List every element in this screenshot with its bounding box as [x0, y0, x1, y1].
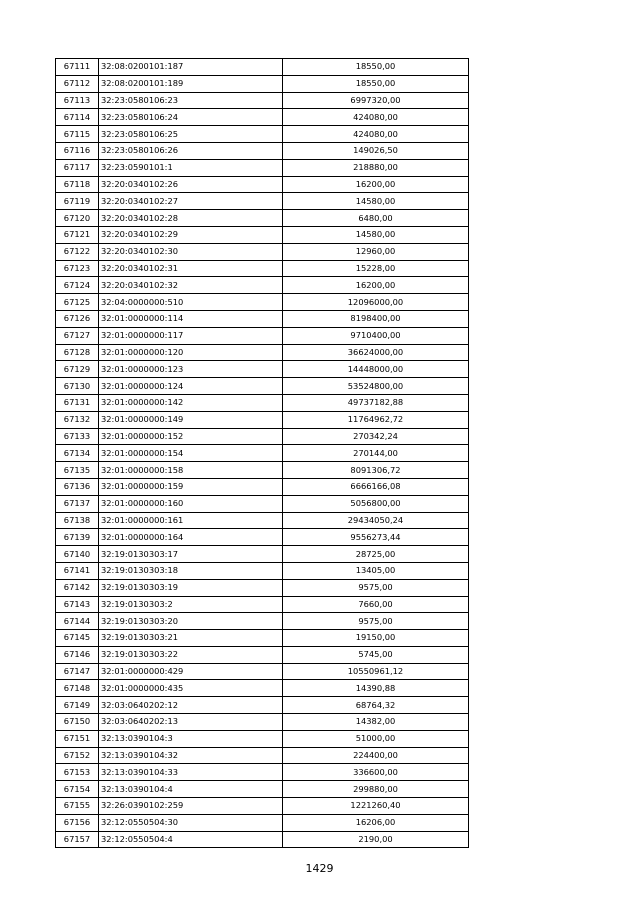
cadastral-number-cell: 32:23:0590101:1 — [99, 159, 283, 176]
value-cell: 18550,00 — [283, 59, 469, 76]
cadastral-number-cell: 32:13:0390104:3 — [99, 730, 283, 747]
table-row — [56, 478, 469, 495]
table-row — [56, 747, 469, 764]
cadastral-number-cell: 32:12:0550504:30 — [99, 814, 283, 831]
row-number-cell: 67115 — [56, 126, 99, 143]
cadastral-number-cell: 32:19:0130303:19 — [99, 579, 283, 596]
value-cell: 336600,00 — [283, 764, 469, 781]
table-row — [56, 697, 469, 714]
row-number-cell: 67137 — [56, 495, 99, 512]
table-row — [56, 445, 469, 462]
row-number-cell: 67111 — [56, 59, 99, 76]
cadastral-number-cell: 32:01:0000000:161 — [99, 512, 283, 529]
value-cell: 8198400,00 — [283, 310, 469, 327]
value-cell: 12960,00 — [283, 243, 469, 260]
cadastral-number-cell: 32:01:0000000:149 — [99, 411, 283, 428]
row-number-cell: 67135 — [56, 462, 99, 479]
row-number-cell: 67132 — [56, 411, 99, 428]
table-row — [56, 310, 469, 327]
table-row — [56, 646, 469, 663]
row-number-cell: 67148 — [56, 680, 99, 697]
row-number-cell: 67134 — [56, 445, 99, 462]
value-cell: 9575,00 — [283, 613, 469, 630]
table-row — [56, 243, 469, 260]
table-row — [56, 428, 469, 445]
row-number-cell: 67120 — [56, 210, 99, 227]
value-cell: 218880,00 — [283, 159, 469, 176]
cadastral-number-cell: 32:01:0000000:435 — [99, 680, 283, 697]
row-number-cell: 67133 — [56, 428, 99, 445]
cadastral-number-cell: 32:19:0130303:2 — [99, 596, 283, 613]
value-cell: 6997320,00 — [283, 92, 469, 109]
row-number-cell: 67138 — [56, 512, 99, 529]
table-row — [56, 226, 469, 243]
value-cell: 53524800,00 — [283, 378, 469, 395]
table-row — [56, 411, 469, 428]
row-number-cell: 67136 — [56, 478, 99, 495]
cadastral-number-cell: 32:01:0000000:158 — [99, 462, 283, 479]
cadastral-number-cell: 32:01:0000000:160 — [99, 495, 283, 512]
table-row — [56, 92, 469, 109]
cadastral-number-cell: 32:20:0340102:28 — [99, 210, 283, 227]
row-number-cell: 67128 — [56, 344, 99, 361]
data-table — [55, 58, 469, 848]
value-cell: 36624000,00 — [283, 344, 469, 361]
row-number-cell: 67147 — [56, 663, 99, 680]
value-cell: 15228,00 — [283, 260, 469, 277]
table-row — [56, 512, 469, 529]
row-number-cell: 67121 — [56, 226, 99, 243]
value-cell: 299880,00 — [283, 781, 469, 798]
value-cell: 18550,00 — [283, 75, 469, 92]
table-row — [56, 176, 469, 193]
cadastral-number-cell: 32:01:0000000:154 — [99, 445, 283, 462]
table-row — [56, 462, 469, 479]
table-row — [56, 764, 469, 781]
row-number-cell: 67127 — [56, 327, 99, 344]
row-number-cell: 67156 — [56, 814, 99, 831]
cadastral-number-cell: 32:20:0340102:27 — [99, 193, 283, 210]
cadastral-number-cell: 32:13:0390104:33 — [99, 764, 283, 781]
value-cell: 14580,00 — [283, 226, 469, 243]
table-row — [56, 529, 469, 546]
table-row — [56, 579, 469, 596]
table-row — [56, 714, 469, 731]
cadastral-number-cell: 32:01:0000000:429 — [99, 663, 283, 680]
table-row — [56, 109, 469, 126]
cadastral-number-cell: 32:01:0000000:120 — [99, 344, 283, 361]
cadastral-number-cell: 32:01:0000000:164 — [99, 529, 283, 546]
row-number-cell: 67142 — [56, 579, 99, 596]
table-row — [56, 562, 469, 579]
value-cell: 5056800,00 — [283, 495, 469, 512]
table-row — [56, 798, 469, 815]
cadastral-number-cell: 32:13:0390104:32 — [99, 747, 283, 764]
row-number-cell: 67153 — [56, 764, 99, 781]
cadastral-number-cell: 32:23:0580106:25 — [99, 126, 283, 143]
row-number-cell: 67140 — [56, 546, 99, 563]
cadastral-number-cell: 32:20:0340102:29 — [99, 226, 283, 243]
table-row — [56, 781, 469, 798]
value-cell: 19150,00 — [283, 630, 469, 647]
row-number-cell: 67139 — [56, 529, 99, 546]
table-row — [56, 546, 469, 563]
table-row — [56, 327, 469, 344]
cadastral-number-cell: 32:19:0130303:22 — [99, 646, 283, 663]
cadastral-number-cell: 32:26:0390102:259 — [99, 798, 283, 815]
page-number: 1429 — [305, 862, 334, 875]
row-number-cell: 67123 — [56, 260, 99, 277]
value-cell: 5745,00 — [283, 646, 469, 663]
cadastral-number-cell: 32:20:0340102:32 — [99, 277, 283, 294]
table-row — [56, 260, 469, 277]
table-row — [56, 596, 469, 613]
value-cell: 49737182,88 — [283, 394, 469, 411]
row-number-cell: 67152 — [56, 747, 99, 764]
value-cell: 11764962,72 — [283, 411, 469, 428]
cadastral-number-cell: 32:01:0000000:159 — [99, 478, 283, 495]
row-number-cell: 67116 — [56, 142, 99, 159]
row-number-cell: 67157 — [56, 831, 99, 848]
row-number-cell: 67145 — [56, 630, 99, 647]
table-row — [56, 663, 469, 680]
row-number-cell: 67129 — [56, 361, 99, 378]
row-number-cell: 67149 — [56, 697, 99, 714]
cadastral-number-cell: 32:01:0000000:124 — [99, 378, 283, 395]
cadastral-number-cell: 32:19:0130303:18 — [99, 562, 283, 579]
cadastral-number-cell: 32:20:0340102:31 — [99, 260, 283, 277]
cadastral-number-cell: 32:08:0200101:187 — [99, 59, 283, 76]
value-cell: 270144,00 — [283, 445, 469, 462]
table-row — [56, 630, 469, 647]
cadastral-number-cell: 32:23:0580106:26 — [99, 142, 283, 159]
value-cell: 16200,00 — [283, 176, 469, 193]
table-row — [56, 126, 469, 143]
row-number-cell: 67155 — [56, 798, 99, 815]
value-cell: 6666166,08 — [283, 478, 469, 495]
value-cell: 2190,00 — [283, 831, 469, 848]
cadastral-number-cell: 32:04:0000000:510 — [99, 294, 283, 311]
row-number-cell: 67131 — [56, 394, 99, 411]
table-row — [56, 378, 469, 395]
table-row — [56, 159, 469, 176]
value-cell: 16206,00 — [283, 814, 469, 831]
table-row — [56, 831, 469, 848]
value-cell: 424080,00 — [283, 109, 469, 126]
row-number-cell: 67144 — [56, 613, 99, 630]
value-cell: 14382,00 — [283, 714, 469, 731]
table-row — [56, 193, 469, 210]
table-row — [56, 814, 469, 831]
value-cell: 6480,00 — [283, 210, 469, 227]
row-number-cell: 67119 — [56, 193, 99, 210]
table-row — [56, 613, 469, 630]
table-row — [56, 730, 469, 747]
value-cell: 13405,00 — [283, 562, 469, 579]
value-cell: 14580,00 — [283, 193, 469, 210]
row-number-cell: 67114 — [56, 109, 99, 126]
cadastral-number-cell: 32:20:0340102:26 — [99, 176, 283, 193]
table-row — [56, 394, 469, 411]
value-cell: 9710400,00 — [283, 327, 469, 344]
value-cell: 51000,00 — [283, 730, 469, 747]
cadastral-number-cell: 32:03:0640202:13 — [99, 714, 283, 731]
row-number-cell: 67118 — [56, 176, 99, 193]
row-number-cell: 67141 — [56, 562, 99, 579]
value-cell: 9556273,44 — [283, 529, 469, 546]
value-cell: 12096000,00 — [283, 294, 469, 311]
table-row — [56, 210, 469, 227]
value-cell: 8091306,72 — [283, 462, 469, 479]
value-cell: 424080,00 — [283, 126, 469, 143]
value-cell: 224400,00 — [283, 747, 469, 764]
row-number-cell: 67124 — [56, 277, 99, 294]
row-number-cell: 67154 — [56, 781, 99, 798]
cadastral-number-cell: 32:01:0000000:152 — [99, 428, 283, 445]
cadastral-number-cell: 32:08:0200101:189 — [99, 75, 283, 92]
row-number-cell: 67113 — [56, 92, 99, 109]
row-number-cell: 67125 — [56, 294, 99, 311]
table-row — [56, 59, 469, 76]
cadastral-number-cell: 32:01:0000000:117 — [99, 327, 283, 344]
value-cell: 9575,00 — [283, 579, 469, 596]
value-cell: 149026,50 — [283, 142, 469, 159]
value-cell: 10550961,12 — [283, 663, 469, 680]
row-number-cell: 67117 — [56, 159, 99, 176]
cadastral-number-cell: 32:20:0340102:30 — [99, 243, 283, 260]
data-table-container — [55, 58, 466, 848]
cadastral-number-cell: 32:19:0130303:17 — [99, 546, 283, 563]
cadastral-number-cell: 32:01:0000000:123 — [99, 361, 283, 378]
row-number-cell: 67112 — [56, 75, 99, 92]
cadastral-number-cell: 32:23:0580106:23 — [99, 92, 283, 109]
cadastral-number-cell: 32:19:0130303:21 — [99, 630, 283, 647]
table-row — [56, 495, 469, 512]
table-row — [56, 75, 469, 92]
table-row — [56, 277, 469, 294]
cadastral-number-cell: 32:01:0000000:114 — [99, 310, 283, 327]
row-number-cell: 67150 — [56, 714, 99, 731]
table-row — [56, 344, 469, 361]
row-number-cell: 67151 — [56, 730, 99, 747]
table-row — [56, 142, 469, 159]
value-cell: 28725,00 — [283, 546, 469, 563]
cadastral-number-cell: 32:03:0640202:12 — [99, 697, 283, 714]
cadastral-number-cell: 32:13:0390104:4 — [99, 781, 283, 798]
row-number-cell: 67122 — [56, 243, 99, 260]
cadastral-number-cell: 32:12:0550504:4 — [99, 831, 283, 848]
table-row — [56, 294, 469, 311]
value-cell: 1221260,40 — [283, 798, 469, 815]
row-number-cell: 67146 — [56, 646, 99, 663]
cadastral-number-cell: 32:01:0000000:142 — [99, 394, 283, 411]
row-number-cell: 67130 — [56, 378, 99, 395]
table-body — [56, 59, 469, 848]
value-cell: 270342,24 — [283, 428, 469, 445]
value-cell: 68764,32 — [283, 697, 469, 714]
value-cell: 7660,00 — [283, 596, 469, 613]
row-number-cell: 67126 — [56, 310, 99, 327]
value-cell: 29434050,24 — [283, 512, 469, 529]
row-number-cell: 67143 — [56, 596, 99, 613]
cadastral-number-cell: 32:19:0130303:20 — [99, 613, 283, 630]
value-cell: 14390,88 — [283, 680, 469, 697]
cadastral-number-cell: 32:23:0580106:24 — [99, 109, 283, 126]
table-row — [56, 680, 469, 697]
value-cell: 16200,00 — [283, 277, 469, 294]
value-cell: 14448000,00 — [283, 361, 469, 378]
table-row — [56, 361, 469, 378]
